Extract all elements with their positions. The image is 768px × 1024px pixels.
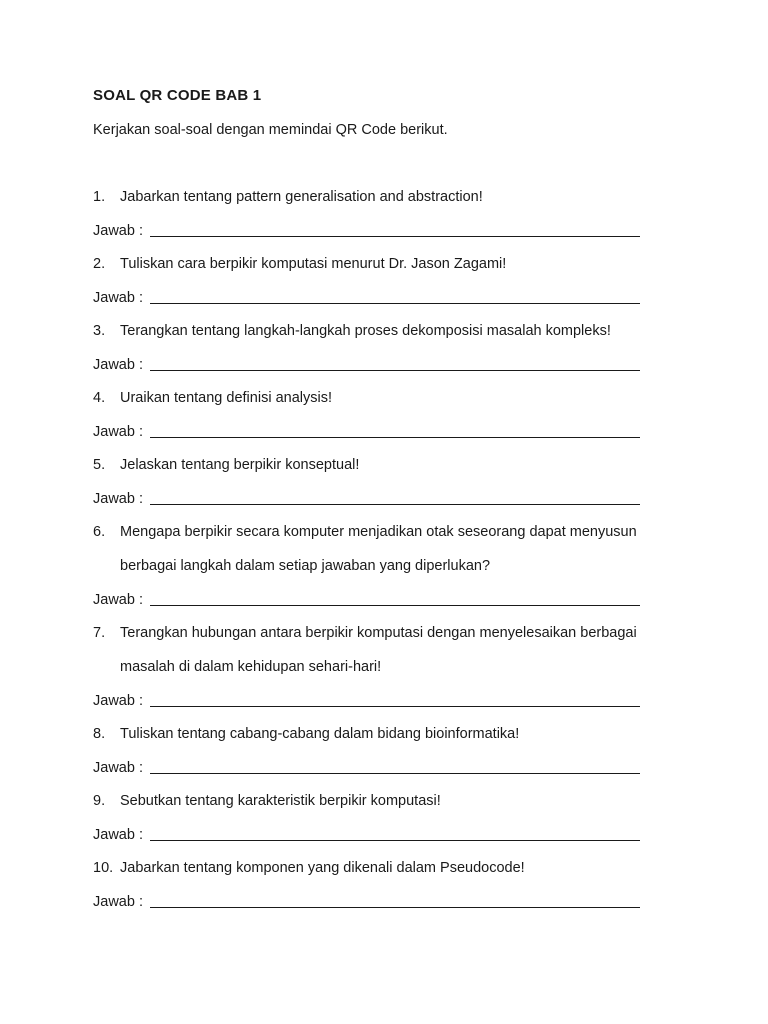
answer-blank-line[interactable] bbox=[150, 303, 640, 304]
answer-label: Jawab : bbox=[93, 290, 143, 306]
question-text: Tuliskan tentang cabang-cabang dalam bidang bioinformatika! bbox=[120, 726, 520, 742]
answer-label: Jawab : bbox=[93, 760, 143, 776]
answer-label: Jawab : bbox=[93, 357, 143, 373]
question-number: 2. bbox=[93, 256, 106, 272]
answer-field[interactable] bbox=[93, 355, 653, 377]
question-number: 10. bbox=[93, 860, 114, 876]
question-number: 1. bbox=[93, 189, 106, 205]
answer-blank-line[interactable] bbox=[150, 773, 640, 774]
answer-blank-line[interactable] bbox=[150, 706, 640, 707]
answer-field[interactable] bbox=[93, 590, 653, 612]
answer-label: Jawab : bbox=[93, 223, 143, 239]
answer-label: Jawab : bbox=[93, 592, 143, 608]
instruction-text: Kerjakan soal-soal dengan memindai QR Code berikut. bbox=[93, 122, 448, 138]
question-number: 8. bbox=[93, 726, 106, 742]
answer-label: Jawab : bbox=[93, 491, 143, 507]
answer-field[interactable] bbox=[93, 825, 653, 847]
question-number: 3. bbox=[93, 323, 106, 339]
question-text: Tuliskan cara berpikir komputasi menurut Dr. Jason Zagami! bbox=[120, 256, 507, 272]
answer-field[interactable] bbox=[93, 288, 653, 310]
answer-label: Jawab : bbox=[93, 424, 143, 440]
question-number: 6. bbox=[93, 524, 106, 540]
question-number: 5. bbox=[93, 457, 106, 473]
question-text: Jabarkan tentang pattern generalisation and abstraction! bbox=[120, 189, 483, 205]
question-text-line-2: masalah di dalam kehidupan sehari-hari! bbox=[120, 659, 382, 675]
answer-label: Jawab : bbox=[93, 693, 143, 709]
answer-field[interactable] bbox=[93, 422, 653, 444]
question-number: 9. bbox=[93, 793, 106, 809]
answer-blank-line[interactable] bbox=[150, 236, 640, 237]
question-text: Jelaskan tentang berpikir konseptual! bbox=[120, 457, 360, 473]
answer-field[interactable] bbox=[93, 758, 653, 780]
answer-field[interactable] bbox=[93, 489, 653, 511]
answer-blank-line[interactable] bbox=[150, 907, 640, 908]
question-text-line-1: Mengapa berpikir secara komputer menjadikan otak seseorang dapat menyusun bbox=[120, 524, 637, 540]
question-text: Terangkan tentang langkah-langkah proses dekomposisi masalah kompleks! bbox=[120, 323, 611, 339]
question-number: 4. bbox=[93, 390, 106, 406]
page-title: SOAL QR CODE BAB 1 bbox=[93, 87, 262, 104]
question-text-line-2: berbagai langkah dalam setiap jawaban yang diperlukan? bbox=[120, 558, 491, 574]
question-text-line-1: Terangkan hubungan antara berpikir komputasi dengan menyelesaikan berbagai bbox=[120, 625, 637, 641]
answer-blank-line[interactable] bbox=[150, 840, 640, 841]
answer-label: Jawab : bbox=[93, 827, 143, 843]
answer-label: Jawab : bbox=[93, 894, 143, 910]
answer-field[interactable] bbox=[93, 691, 653, 713]
answer-blank-line[interactable] bbox=[150, 504, 640, 505]
question-text: Uraikan tentang definisi analysis! bbox=[120, 390, 332, 406]
answer-blank-line[interactable] bbox=[150, 437, 640, 438]
question-text: Sebutkan tentang karakteristik berpikir komputasi! bbox=[120, 793, 441, 809]
answer-field[interactable] bbox=[93, 892, 653, 914]
answer-blank-line[interactable] bbox=[150, 605, 640, 606]
answer-blank-line[interactable] bbox=[150, 370, 640, 371]
answer-field[interactable] bbox=[93, 221, 653, 243]
question-text: Jabarkan tentang komponen yang dikenali dalam Pseudocode! bbox=[120, 860, 525, 876]
question-number: 7. bbox=[93, 625, 106, 641]
